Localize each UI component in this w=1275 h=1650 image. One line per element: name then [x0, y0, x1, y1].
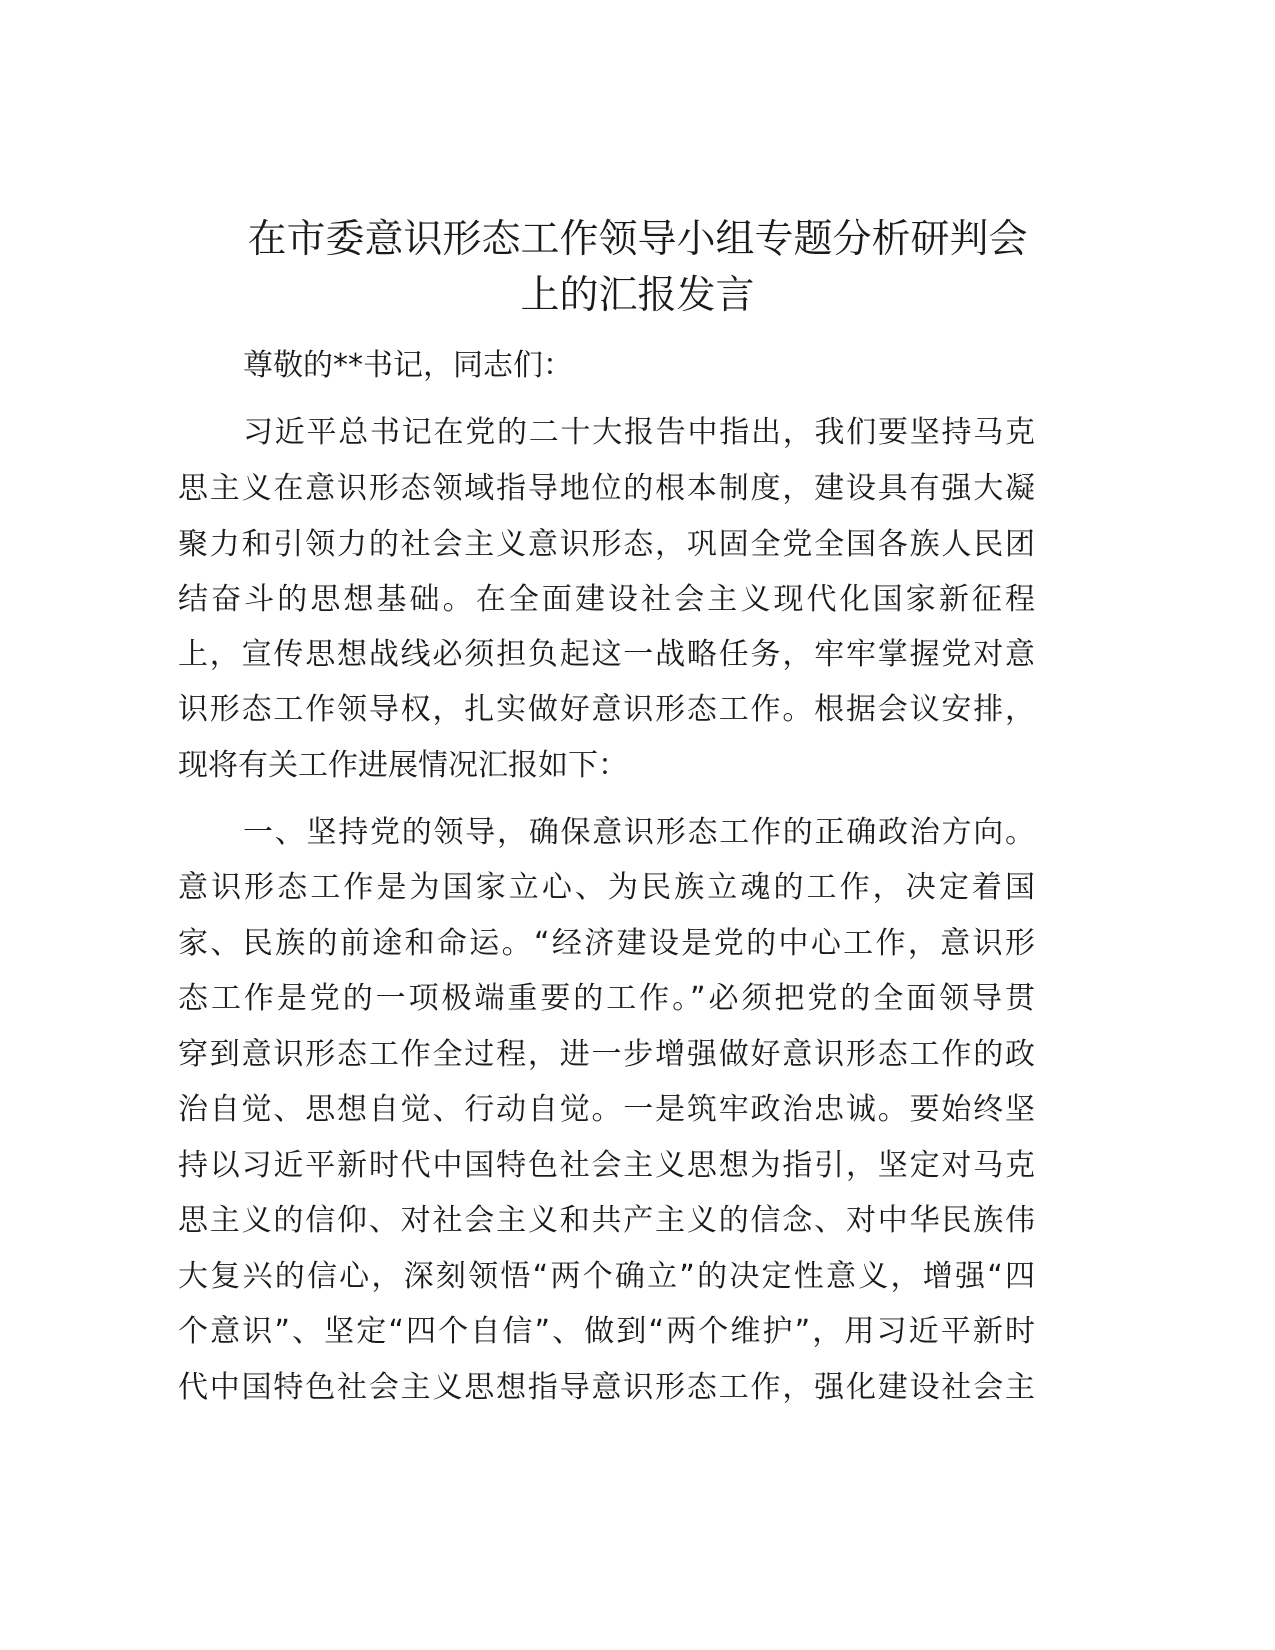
- title-line: 在市委意识形态工作领导小组专题分析研判会: [247, 217, 1028, 262]
- text-line: 现将有关工作进展情况汇报如下：: [178, 748, 628, 783]
- salutation: 尊敬的**书记，同志们：: [243, 348, 573, 383]
- text-line: 意识形态工作是为国家立心、为民族立魂的工作，决定着国: [178, 870, 1035, 905]
- text-line: 上，宣传思想战线必须担负起这一战略任务，牢牢掌握党对意: [178, 637, 1035, 672]
- text-line: 识形态工作领导权，扎实做好意识形态工作。根据会议安排，: [178, 692, 1035, 727]
- text-line: 结奋斗的思想基础。在全面建设社会主义现代化国家新征程: [178, 582, 1035, 617]
- section-heading-line: 一、坚持党的领导，确保意识形态工作的正确政治方向。: [243, 815, 1035, 850]
- text-line: 聚力和引领力的社会主义意识形态，巩固全党全国各族人民团: [178, 527, 1035, 562]
- text-line: 治自觉、思想自觉、行动自觉。一是筑牢政治忠诚。要始终坚: [178, 1092, 1035, 1127]
- text-line: 思主义的信仰、对社会主义和共产主义的信念、对中华民族伟: [178, 1203, 1035, 1238]
- text-line: 思主义在意识形态领域指导地位的根本制度，建设具有强大凝: [178, 471, 1035, 506]
- text-line: 穿到意识形态工作全过程，进一步增强做好意识形态工作的政: [178, 1037, 1035, 1072]
- title-line: 上的汇报发言: [520, 273, 755, 318]
- text-line: 代中国特色社会主义思想指导意识形态工作，强化建设社会主: [178, 1370, 1035, 1405]
- text-line: 个意识”、坚定“四个自信”、做到“两个维护”，用习近平新时: [178, 1314, 1035, 1349]
- text-line: 家、民族的前途和命运。“经济建设是党的中心工作，意识形: [178, 926, 1035, 961]
- text-line: 习近平总书记在党的二十大报告中指出，我们要坚持马克: [243, 415, 1035, 450]
- text-line: 持以习近平新时代中国特色社会主义思想为指引，坚定对马克: [178, 1148, 1035, 1183]
- text-line: 大复兴的信心，深刻领悟“两个确立”的决定性意义，增强“四: [178, 1259, 1035, 1294]
- text-line: 态工作是党的一项极端重要的工作。”必须把党的全面领导贯: [178, 981, 1035, 1016]
